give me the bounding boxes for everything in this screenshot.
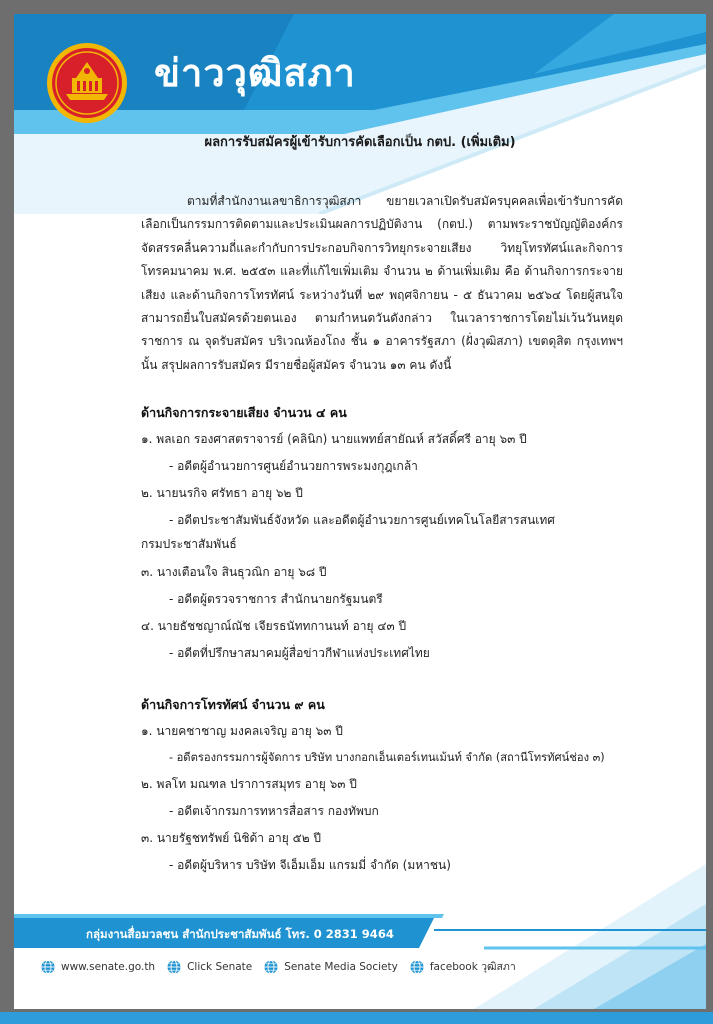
footer-department: กลุ่มงานสื่อมวลชน สำนักประชาสัมพันธ์ โทร. 0 2831 9464	[86, 927, 394, 941]
candidate-detail: - อดีตประชาสัมพันธ์จังหวัด และอดีตผู้อำนวยการศูนย์เทคโนโลยีสารสนเทศ	[169, 513, 555, 527]
footer-banner	[14, 834, 706, 1009]
candidate-line: ๓. นายรัฐชทรัพย์ นิชิด้า อายุ ๕๒ ปี	[141, 831, 322, 845]
candidate-detail: - อดีตที่ปรึกษาสมาคมผู้สื่อข่าวกีฬาแห่งประเทศไทย	[169, 646, 430, 660]
globe-icon	[41, 960, 55, 974]
click-senate-label: Click Senate	[187, 960, 253, 973]
candidate-line: ๑. พลเอก รองศาสตราจารย์ (คลินิก) นายแพทย์สายัณห์ สวัสดิ์ศรี อายุ ๖๓ ปี	[141, 432, 527, 446]
website-link[interactable]	[41, 960, 155, 974]
brand-title: ข่าววุฒิสภา	[154, 51, 356, 95]
candidate-detail: - อดีตเจ้ากรมการทหารสื่อสาร กองทัพบก	[169, 804, 379, 818]
candidate-line: ๓. นางเตือนใจ สินธุวณิก อายุ ๖๘ ปี	[141, 565, 327, 579]
facebook-link[interactable]	[410, 958, 516, 975]
globe-icon	[410, 960, 424, 974]
candidate-detail: - อดีตรองกรรมการผู้จัดการ บริษัท บางกอกเอ็นเตอร์เทนเม้นท์ จำกัด (สถานีโทรทัศน์ช่อง ๓)	[169, 751, 605, 764]
candidate-detail: - อดีตผู้บริหาร บริษัท จีเอ็มเอ็ม แกรมมี่ จำกัด (มหาชน)	[169, 858, 451, 872]
document-page	[14, 14, 706, 1009]
globe-icon	[167, 960, 181, 974]
senate-logo-icon	[46, 42, 128, 124]
candidate-detail: - อดีตผู้อำนวยการศูนย์อำนวยการพระมงกุฎเกล้า	[169, 459, 418, 473]
media-society-link[interactable]	[264, 960, 398, 974]
candidate-detail: - อดีตผู้ตรวจราชการ สำนักนายกรัฐมนตรี	[169, 592, 383, 606]
candidate-line: ๒. นายนรกิจ ศรัทธา อายุ ๖๒ ปี	[141, 486, 303, 500]
media-society-label: Senate Media Society	[284, 960, 398, 973]
candidate-line: ๒. พลโท มณฑล ปราการสมุทร อายุ ๖๓ ปี	[141, 777, 357, 791]
facebook-label: facebook วุฒิสภา	[429, 961, 516, 973]
click-senate-link[interactable]	[167, 960, 252, 974]
next-page-edge	[0, 1012, 713, 1024]
globe-icon	[264, 960, 278, 974]
document-heading: ผลการรับสมัครผู้เข้ารับการคัดเลือกเป็น กตป. (เพิ่มเติม)	[204, 135, 516, 150]
section-radio-title: ด้านกิจการกระจายเสียง จำนวน ๔ คน	[141, 405, 347, 420]
intro-paragraph: ตามที่สำนักงานเลขาธิการวุฒิสภา ขยายเวลาเปิดรับสมัครบุคคลเพื่อเข้ารับการคัดเลือกเป็นกรรมการติดตามและประเมินผลการปฏิบัติงาน (กตป.) ตามพระราชบัญญัติองค์กรจัดสรรคลื่นความถี่และกำกับการประกอบกิจการวิทยุกระจายเสียง วิทยุโทรทัศน์และกิจการโทรคมนาคม พ.ศ. ๒๕๕๓ และที่แก้ไขเพิ่มเติม จำนวน ๒ ด้านเพิ่มเติม คือ ด้านกิจการกระจายเสียง และด้านกิจการโทรทัศน์ ระหว่างวันที่ ๒๙ พฤศจิกายน - ๕ ธันวาคม ๒๕๖๔ โดยผู้สนใจสามารถยื่นใบสมัครด้วยตนเอง ตามกำหนดวันดังกล่าว ในเวลาราชการโดยไม่เว้นวันหยุดราชการ ณ จุดรับสมัคร บริเวณห้องโถง ชั้น ๑ อาคารรัฐสภา (ฝั่งวุฒิสภา) เขตดุสิต กรุงเทพฯ นั้น สรุปผลการรับสมัคร มีรายชื่อผู้สมัคร จำนวน ๑๓ คน ดังนี้	[141, 194, 623, 372]
footer-links	[41, 958, 528, 975]
section-tv-title: ด้านกิจการโทรทัศน์ จำนวน ๙ คน	[141, 697, 325, 712]
candidate-detail-cont: กรมประชาสัมพันธ์	[141, 537, 237, 551]
website-link-label: www.senate.go.th	[61, 960, 156, 973]
candidate-line: ๑. นายคชาชาญ มงคลเจริญ อายุ ๖๓ ปี	[141, 724, 343, 738]
candidate-line: ๔. นายธัชชญาณ์ณัช เจียรธนัททกานนท์ อายุ ๔๓ ปี	[141, 619, 407, 633]
